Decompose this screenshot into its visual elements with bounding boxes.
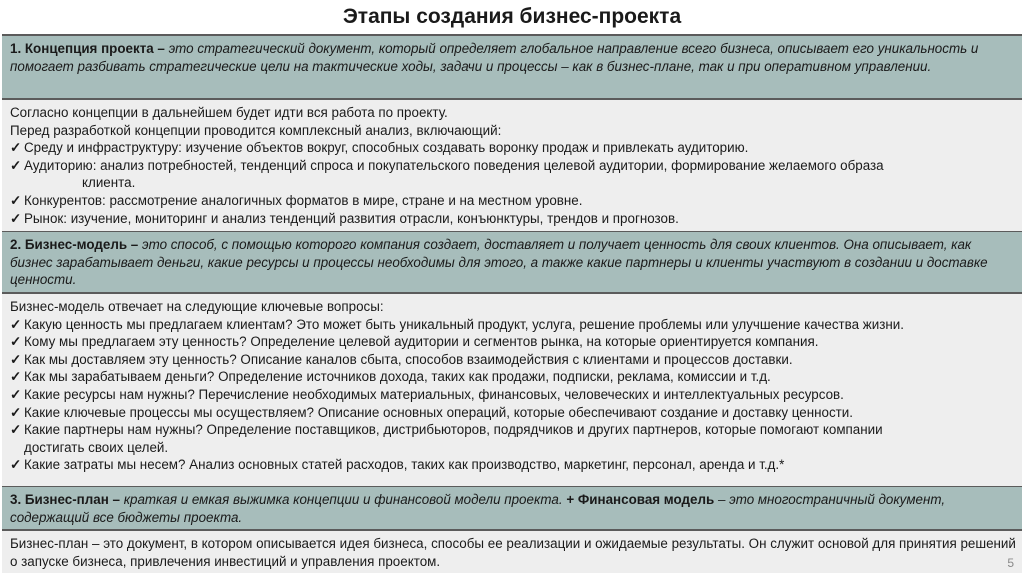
stage1-definition: это стратегический документ, который определяет глобальное направление всего бизнеса, описывает его уникальность и помогает разбивать стратегические цели на тактические ходы, задачи и процессы – как в бизнес-плане, так и при оперативном управлении. [10,41,979,74]
list-item: ✓ Конкурентов: рассмотрение аналогичных форматов в мире, стране и на местном уровне. [10,192,583,208]
stage3-body [2,531,1022,573]
stage1-title: 1. Концепция проекта – [10,41,165,56]
check-icon: ✓ [10,316,22,332]
list-item: ✓ Кому мы предлагаем эту ценность? Определение целевой аудитории и сегментов рынка, на которые ориентируется компания. [10,334,819,350]
stage3-title: 3. Бизнес-план – [10,492,120,507]
check-icon: ✓ [10,404,22,420]
stage2-definition: это способ, с помощью которого компания создает, доставляет и получает ценность для своих клиентов. Она описывает, как бизнес зарабатывает деньги, какие ресурсы и процессы необходимы для этого, а также какие партнеры и клиенты участвуют в создании и доставке ценности. [10,237,988,288]
stage1-intro1: Согласно концепции в дальнейшем будет идти вся работа по проекту. [10,105,448,120]
list-item: ✓ Какие затраты мы несем? Анализ основных статей расходов, таких как производство, маркетинг, персонал, аренда и т.д.* [10,457,785,473]
check-icon: ✓ [10,192,22,208]
check-icon: ✓ [10,210,22,226]
stage2-body [2,294,1022,487]
page-number: 5 [1007,556,1014,570]
list-item: ✓ Какие партнеры нам нужны? Определение поставщиков, дистрибьюторов, подрядчиков и других партнеров, которые помогают компании [10,422,883,438]
stage1-header [2,36,1022,100]
stage3-header [2,487,1022,531]
stage3-financial-model-definition: – это многостраничный документ, содержащий все бюджеты проекта. [10,492,946,525]
stage2-title: 2. Бизнес-модель – [10,237,139,252]
list-item: ✓ Какие ресурсы нам нужны? Перечисление необходимых материальных, финансовых, человеческих и интеллектуальных ресурсов. [10,386,844,402]
list-item-continuation: достигать своих целей. [24,439,169,455]
check-icon: ✓ [10,157,22,173]
list-item: ✓ Среду и инфраструктуру: изучение объектов вокруг, способных создавать воронку продаж и привлекать аудиторию. [10,140,749,156]
stage3-text: Бизнес-план – это документ, в котором описывается идея бизнеса, способы ее реализации и ожидаемые результаты. Он служит основой для принятия решений о запуске бизнеса, привлечения инвестиций и управления проектом. [10,536,1016,569]
stage3-definition: краткая и емкая выжимка концепции и финансовой модели проекта. [119,492,567,507]
check-icon: ✓ [10,386,22,402]
stages-table [2,34,1022,573]
check-icon: ✓ [10,422,22,438]
page-title: Этапы создания бизнес-проекта [342,5,682,28]
stage1-intro2: Перед разработкой концепции проводится комплексный анализ, включающий: [10,122,502,138]
list-item: ✓ Какую ценность мы предлагаем клиентам? Это может быть уникальный продукт, услуга, решение проблемы или улучшение качества жизни. [10,316,904,332]
check-icon: ✓ [10,369,22,385]
check-icon: ✓ [10,334,22,350]
list-item: ✓ Как мы зарабатываем деньги? Определение источников дохода, таких как продажи, подписки, реклама, комиссии и т.д. [10,369,771,385]
list-item: ✓ Как мы доставляем эту ценность? Описание каналов сбыта, способов взаимодействия с клиентами и процессов доставки. [10,351,793,367]
list-item: ✓ Аудиторию: анализ потребностей, тенденций спроса и покупательского поведения целевой аудитории, формирование желаемого образа [10,157,884,173]
list-item-continuation: клиента. [82,175,136,191]
check-icon: ✓ [10,351,22,367]
check-icon: ✓ [10,140,22,156]
stage3-financial-model-term: + Финансовая модель [566,492,715,507]
stage1-body [2,100,1022,232]
list-item: ✓ Рынок: изучение, мониторинг и анализ тенденций развития отрасли, конъюнктуры, трендов и прогнозов. [10,210,679,226]
stage2-header [2,232,1022,294]
stage2-intro: Бизнес-модель отвечает на следующие ключевые вопросы: [10,299,384,314]
check-icon: ✓ [10,457,22,473]
list-item: ✓ Какие ключевые процессы мы осуществляем? Описание основных операций, которые обеспечивают создание и доставку ценности. [10,404,854,420]
